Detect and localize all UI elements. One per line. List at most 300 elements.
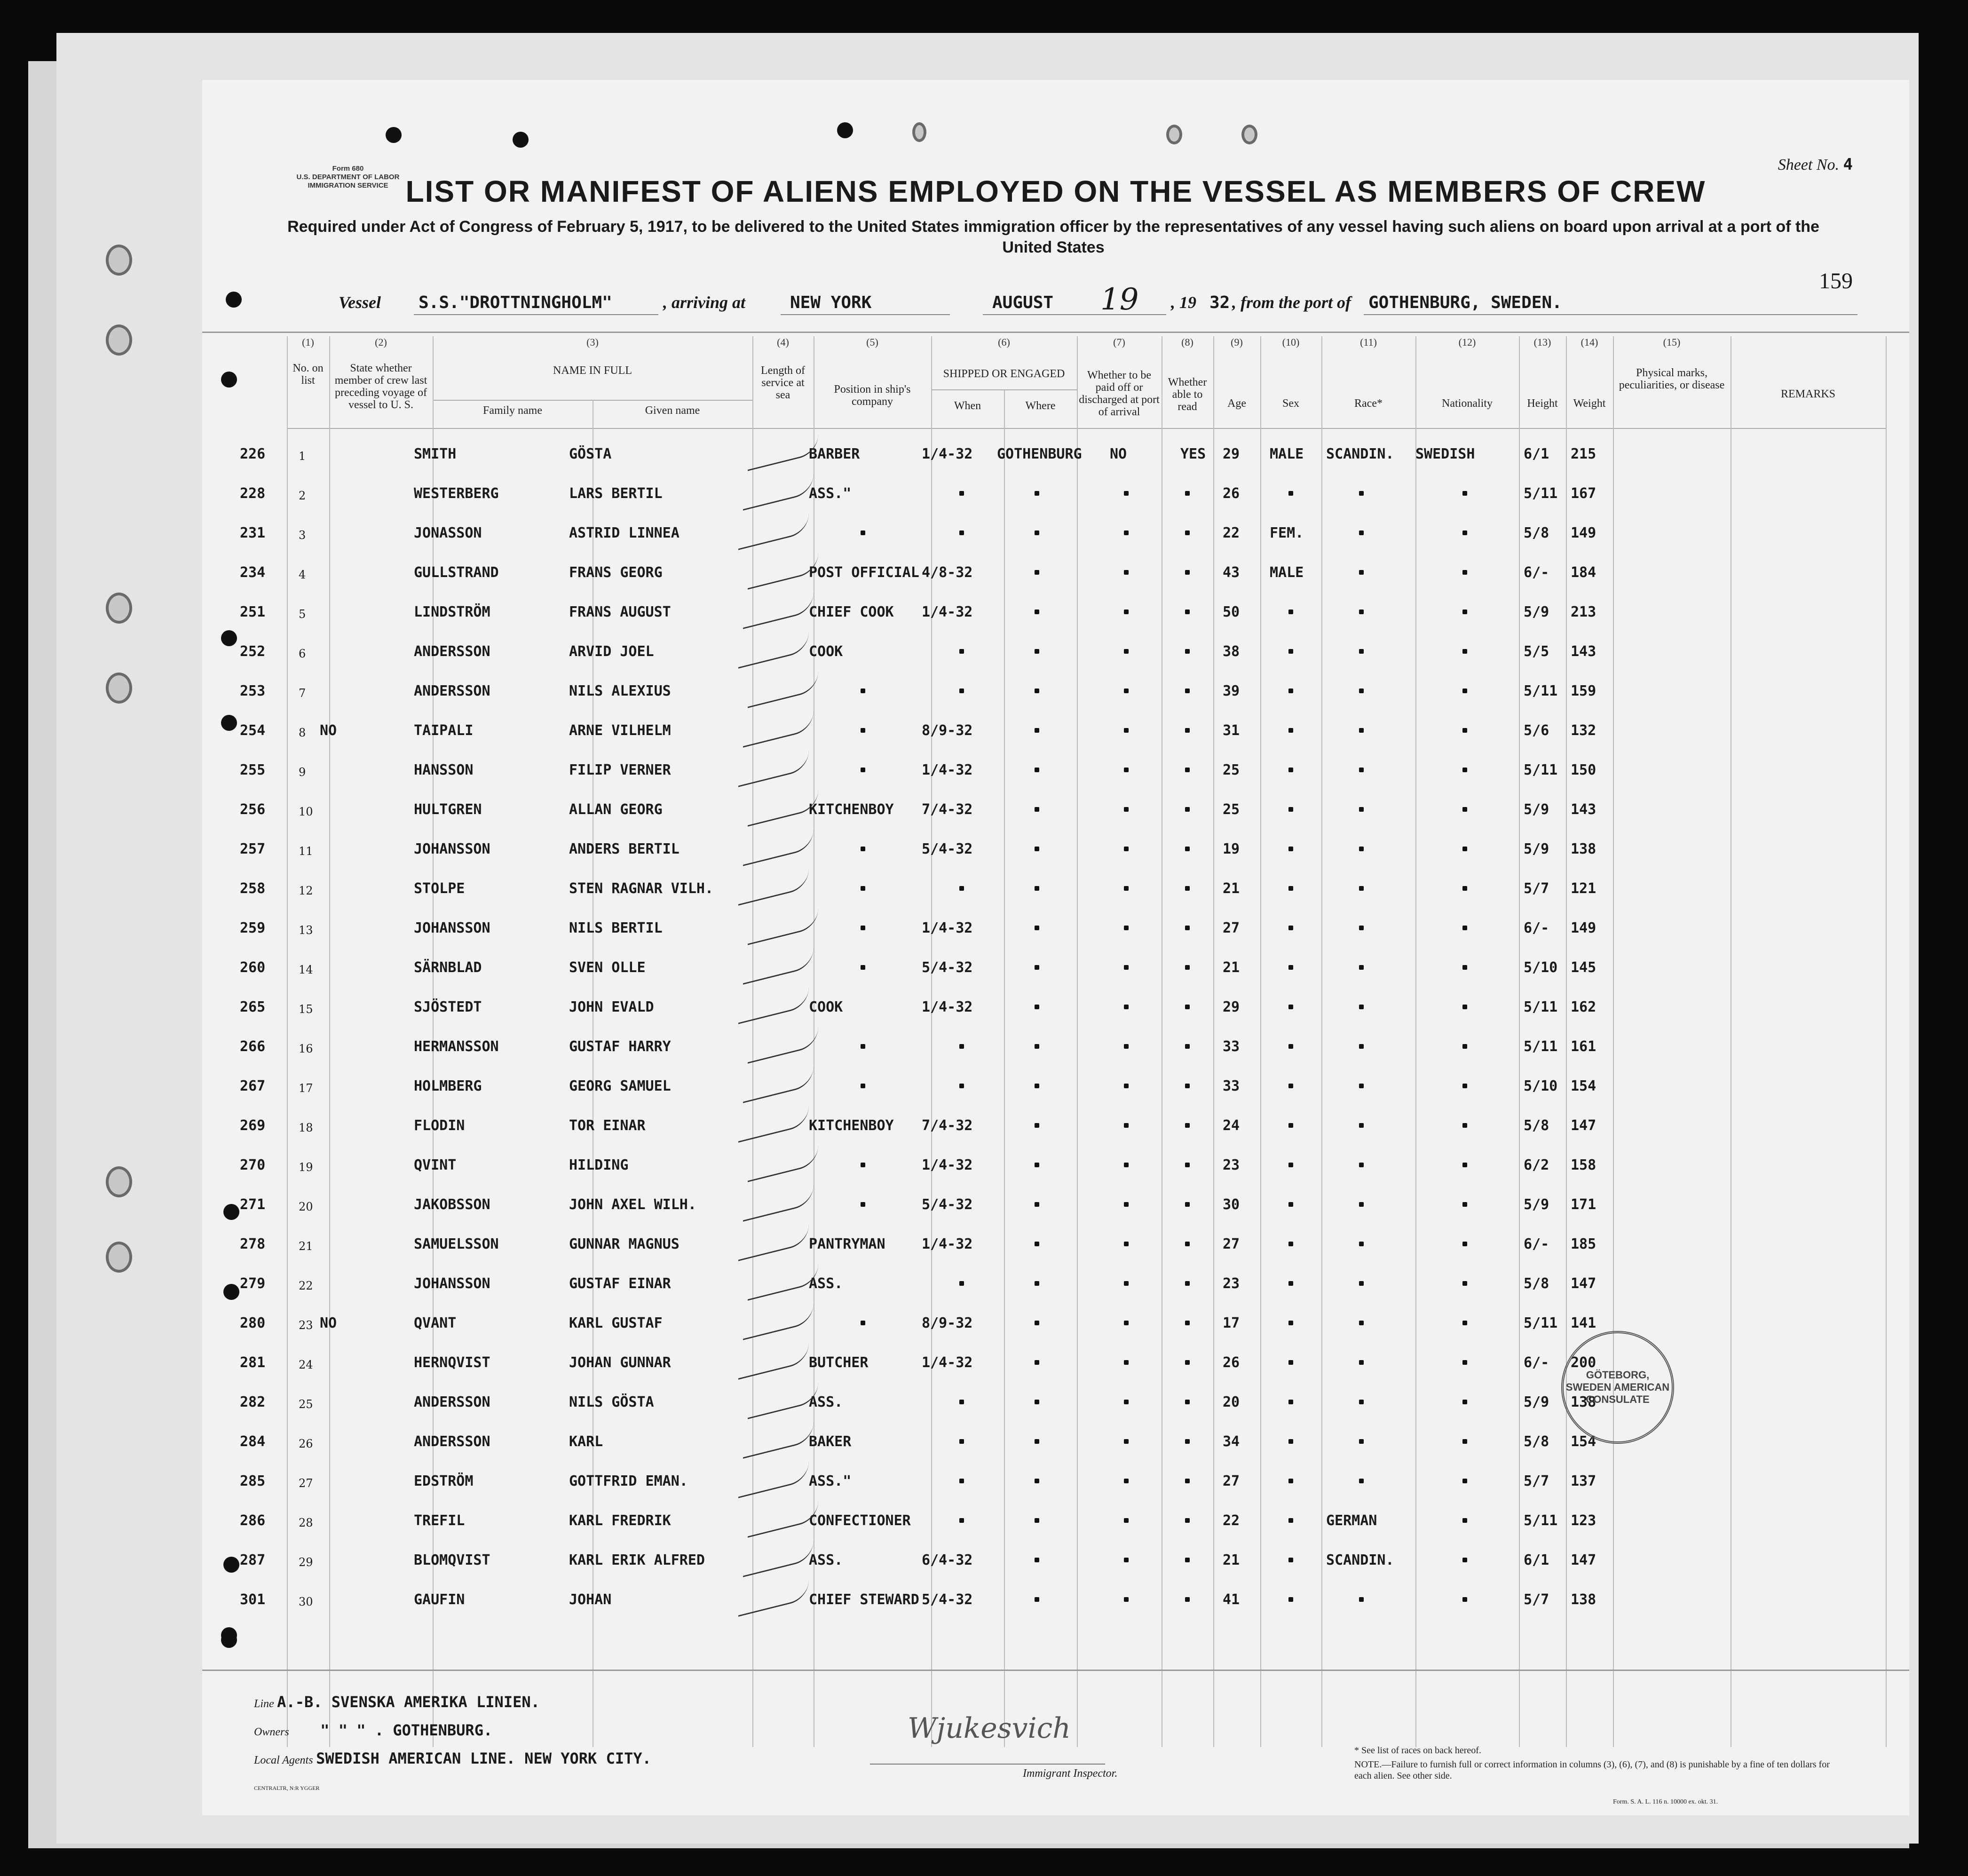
ditto-mark — [861, 965, 865, 970]
service-check-mark — [738, 986, 809, 1024]
crew-weight: 143 — [1571, 801, 1597, 818]
ditto-mark — [1359, 1400, 1364, 1404]
crew-ref-number: 257 — [240, 841, 266, 857]
crew-age: 27 — [1223, 920, 1240, 936]
crew-list-number: 7 — [299, 687, 306, 700]
crew-ref-number: 282 — [240, 1394, 266, 1410]
crew-height: 5/11 — [1524, 1512, 1558, 1529]
crew-weight: 143 — [1571, 643, 1597, 660]
ditto-mark — [1185, 1400, 1190, 1404]
ditto-mark — [1185, 1242, 1190, 1246]
crew-row — [202, 1030, 1909, 1069]
ditto-mark — [1288, 1044, 1293, 1049]
crew-age: 17 — [1223, 1315, 1240, 1331]
ditto-mark — [959, 1044, 964, 1049]
crew-shipped-when: 1/4-32 — [922, 999, 973, 1015]
crew-ref-number: 278 — [240, 1236, 266, 1252]
ditto-mark — [1359, 1281, 1364, 1286]
crew-weight: 171 — [1571, 1196, 1597, 1213]
crew-ref-number: 258 — [240, 880, 266, 897]
crew-given-name: JOHN AXEL WILH. — [569, 1196, 696, 1213]
ditto-mark — [1124, 807, 1129, 812]
ditto-mark — [1035, 886, 1039, 891]
punch-hole — [221, 372, 237, 388]
col-position: Position in ship's company — [834, 383, 911, 408]
ditto-mark — [1462, 689, 1467, 693]
sheet-value: 4 — [1843, 155, 1853, 174]
ditto-mark — [1124, 1044, 1129, 1049]
column-number: (5) — [866, 336, 878, 348]
ditto-mark — [1035, 1518, 1039, 1523]
ditto-mark — [1288, 728, 1293, 733]
ditto-mark — [1359, 768, 1364, 772]
crew-ref-number: 287 — [240, 1552, 266, 1568]
crew-ref-number: 256 — [240, 801, 266, 818]
crew-ref-number: 265 — [240, 999, 266, 1015]
binder-hole — [106, 245, 132, 276]
ditto-mark — [861, 886, 865, 891]
crew-list-number: 30 — [299, 1595, 313, 1608]
crew-shipped-when: 5/4-32 — [922, 1196, 973, 1213]
crew-shipped-when: 1/4-32 — [922, 446, 973, 462]
crew-age: 29 — [1223, 446, 1240, 462]
ditto-mark — [1185, 965, 1190, 970]
ditto-mark — [1288, 926, 1293, 930]
crew-weight: 167 — [1571, 485, 1597, 502]
ditto-mark — [1185, 926, 1190, 930]
crew-family-name: FLODIN — [414, 1117, 465, 1134]
crew-list-number: 11 — [299, 845, 313, 858]
crew-row — [202, 1504, 1909, 1544]
ditto-mark — [1288, 965, 1293, 970]
crew-given-name: SVEN OLLE — [569, 959, 646, 976]
ditto-mark — [1288, 807, 1293, 812]
crew-age: 26 — [1223, 485, 1240, 502]
col-given-name: Given name — [645, 404, 700, 417]
column-number: (11) — [1360, 336, 1377, 348]
crew-shipped-when: 8/9-32 — [922, 722, 973, 739]
col-sex: Sex — [1282, 397, 1299, 410]
col-length-of-service: Length of service at sea — [761, 364, 805, 401]
crew-position: BUTCHER — [809, 1354, 869, 1371]
ditto-mark — [1359, 1044, 1364, 1049]
crew-age: 21 — [1223, 1552, 1240, 1568]
crew-row — [202, 1267, 1909, 1306]
service-check-mark — [743, 473, 814, 510]
service-check-mark — [738, 1579, 809, 1616]
ditto-mark — [1359, 1439, 1364, 1444]
ditto-mark — [1359, 965, 1364, 970]
crew-ref-number: 260 — [240, 959, 266, 976]
crew-height: 5/11 — [1524, 999, 1558, 1015]
crew-age: 33 — [1223, 1038, 1240, 1055]
crew-height: 5/11 — [1524, 1315, 1558, 1331]
crew-age: 30 — [1223, 1196, 1240, 1213]
crew-position: ASS. — [809, 1275, 843, 1292]
crew-given-name: GEORG SAMUEL — [569, 1078, 671, 1094]
line-value: A.-B. SVENSKA AMERIKA LINIEN. — [277, 1693, 540, 1711]
crew-position: ASS. — [809, 1552, 843, 1568]
crew-given-name: GUSTAF EINAR — [569, 1275, 671, 1292]
ditto-mark — [1124, 1439, 1129, 1444]
ditto-mark — [1035, 649, 1039, 654]
binder-hole — [106, 593, 132, 624]
ditto-mark — [1359, 1321, 1364, 1325]
crew-shipped-when: 5/4-32 — [922, 959, 973, 976]
crew-age: 22 — [1223, 525, 1240, 541]
ditto-mark — [1185, 610, 1190, 614]
ditto-mark — [1035, 1044, 1039, 1049]
crew-row — [202, 674, 1909, 714]
crew-list-number: 27 — [299, 1477, 313, 1490]
crew-given-name: GUSTAF HARRY — [569, 1038, 671, 1055]
binder-hole — [106, 1242, 132, 1273]
ditto-mark — [1359, 1597, 1364, 1602]
ditto-mark — [1035, 1479, 1039, 1483]
crew-age: 39 — [1223, 683, 1240, 699]
ditto-mark — [1288, 1281, 1293, 1286]
crew-list-number: 13 — [299, 924, 313, 937]
line-field — [254, 1693, 540, 1711]
crew-row — [202, 1109, 1909, 1148]
crew-age: 38 — [1223, 643, 1240, 660]
form-number: Form 680 — [332, 165, 364, 173]
crew-age: 20 — [1223, 1394, 1240, 1410]
ditto-mark — [1035, 926, 1039, 930]
crew-family-name: HERMANSSON — [414, 1038, 499, 1055]
crew-height: 5/8 — [1524, 1433, 1549, 1450]
ditto-mark — [1124, 1400, 1129, 1404]
ditto-mark — [1035, 570, 1039, 575]
crew-ref-number: 254 — [240, 722, 266, 739]
ditto-mark — [1288, 886, 1293, 891]
crew-list-number: 2 — [299, 489, 306, 502]
ditto-mark — [1035, 1360, 1039, 1365]
column-number: (15) — [1663, 336, 1681, 348]
ditto-mark — [959, 1281, 964, 1286]
column-number: (13) — [1533, 336, 1551, 348]
crew-weight: 185 — [1571, 1236, 1597, 1252]
col-height: Height — [1527, 397, 1558, 410]
ditto-mark — [1185, 1597, 1190, 1602]
service-check-mark — [743, 710, 814, 747]
crew-age: 21 — [1223, 880, 1240, 897]
crew-row — [202, 990, 1909, 1030]
ditto-mark — [959, 1479, 964, 1483]
ditto-mark — [1462, 1479, 1467, 1483]
crew-weight: 184 — [1571, 564, 1597, 581]
col-name-in-full: NAME IN FULL — [553, 364, 632, 377]
ditto-mark — [1185, 768, 1190, 772]
crew-list-number: 3 — [299, 529, 306, 542]
ditto-mark — [1288, 1360, 1293, 1365]
crew-position: CONFECTIONER — [809, 1512, 911, 1529]
crew-ref-number: 252 — [240, 643, 266, 660]
ditto-mark — [1035, 1597, 1039, 1602]
crew-height: 5/9 — [1524, 1196, 1549, 1213]
inspector-label: Immigrant Inspector. — [1023, 1767, 1118, 1780]
crew-race: SCANDIN. — [1326, 1552, 1394, 1568]
crew-height: 5/10 — [1524, 959, 1558, 976]
crew-shipped-when: 7/4-32 — [922, 801, 973, 818]
crew-family-name: HOLMBERG — [414, 1078, 482, 1094]
crew-ref-number: 284 — [240, 1433, 266, 1450]
crew-list-number: 9 — [299, 766, 306, 779]
ditto-mark — [1359, 1360, 1364, 1365]
service-check-mark — [743, 591, 814, 629]
ditto-mark — [1124, 1163, 1129, 1167]
ditto-mark — [861, 847, 865, 851]
crew-weight: 137 — [1571, 1473, 1597, 1489]
ditto-mark — [1462, 1084, 1467, 1088]
ditto-mark — [1124, 1518, 1129, 1523]
ditto-mark — [1124, 768, 1129, 772]
ditto-mark — [1288, 1400, 1293, 1404]
ditto-mark — [1035, 807, 1039, 812]
ditto-mark — [1124, 1360, 1129, 1365]
ditto-mark — [1462, 1400, 1467, 1404]
ditto-mark — [1124, 1005, 1129, 1009]
ditto-mark — [1185, 1439, 1190, 1444]
ditto-mark — [861, 1202, 865, 1207]
ditto-mark — [1462, 1123, 1467, 1128]
crew-list-number: 29 — [299, 1556, 313, 1569]
ditto-mark — [1462, 926, 1467, 930]
crew-shipped-when: 1/4-32 — [922, 920, 973, 936]
crew-age: 26 — [1223, 1354, 1240, 1371]
fill-line — [983, 314, 1166, 315]
ditto-mark — [1288, 610, 1293, 614]
crew-weight: 138 — [1571, 1394, 1597, 1410]
crew-list-number: 28 — [299, 1516, 313, 1529]
ditto-mark — [1124, 1281, 1129, 1286]
ditto-mark — [1124, 1479, 1129, 1483]
crew-ref-number: 286 — [240, 1512, 266, 1529]
ditto-mark — [1035, 965, 1039, 970]
crew-list-number: 19 — [299, 1161, 313, 1174]
crew-list-number: 12 — [299, 884, 313, 897]
ditto-mark — [1124, 689, 1129, 693]
crew-age: 50 — [1223, 604, 1240, 620]
column-number: (3) — [586, 336, 599, 348]
page-number: 159 — [1819, 269, 1853, 293]
arrival-year: 32 — [1209, 293, 1230, 312]
line-label: Line — [254, 1698, 274, 1710]
column-number: (6) — [998, 336, 1010, 348]
ditto-mark — [1185, 1005, 1190, 1009]
arrival-day: 19 — [1100, 282, 1139, 317]
ditto-mark — [1359, 728, 1364, 733]
ditto-mark — [1185, 1084, 1190, 1088]
page-subtitle: Required under Act of Congress of February 5, 1917, to be delivered to the United States immigration officer by the representatives of any vessel having such aliens on board upon arrival at a port of the United States — [287, 218, 1819, 256]
crew-given-name: KARL — [569, 1433, 603, 1450]
crew-given-name: KARL ERIK ALFRED — [569, 1552, 705, 1568]
crew-list-number: 18 — [299, 1121, 313, 1134]
crew-given-name: GOTTFRID EMAN. — [569, 1473, 688, 1489]
ditto-mark — [1359, 649, 1364, 654]
ditto-mark — [1462, 1202, 1467, 1207]
crew-row — [202, 477, 1909, 516]
voyage-details — [310, 282, 1862, 317]
crew-list-number: 5 — [299, 608, 306, 621]
service-check-mark — [748, 1263, 818, 1300]
crew-family-name: ANDERSSON — [414, 683, 490, 699]
crew-given-name: NILS ALEXIUS — [569, 683, 671, 699]
crew-position: COOK — [809, 643, 843, 660]
crew-height: 5/9 — [1524, 841, 1549, 857]
crew-position: CHIEF STEWARD — [809, 1591, 919, 1608]
ditto-mark — [1359, 689, 1364, 693]
col-state-whether: State whether member of crew last preceding voyage of vessel to U. S. — [334, 362, 427, 411]
crew-weight: 215 — [1571, 446, 1597, 462]
ditto-mark — [959, 1518, 964, 1523]
ditto-mark — [1359, 491, 1364, 496]
service-check-mark — [743, 1421, 814, 1458]
crew-row — [202, 793, 1909, 832]
crew-list-number: 14 — [299, 963, 313, 976]
crew-row — [202, 1148, 1909, 1188]
ditto-mark — [1035, 1005, 1039, 1009]
crew-family-name: ANDERSSON — [414, 643, 490, 660]
crew-height: 6/- — [1524, 1236, 1549, 1252]
printer-mark: CENTRALTR, N:R YGGER — [254, 1785, 320, 1791]
ditto-mark — [1035, 1163, 1039, 1167]
ditto-mark — [1462, 1439, 1467, 1444]
col-when: When — [954, 400, 981, 412]
crew-family-name: JAKOBSSON — [414, 1196, 490, 1213]
ditto-mark — [1035, 1202, 1039, 1207]
service-check-mark — [738, 512, 809, 550]
crew-row — [202, 714, 1909, 753]
crew-sex: MALE — [1270, 564, 1304, 581]
crew-list-number: 10 — [299, 805, 313, 818]
crew-row — [202, 1227, 1909, 1267]
crew-family-name: JONASSON — [414, 525, 482, 541]
service-check-mark — [738, 868, 809, 905]
punch-hole — [221, 1632, 237, 1648]
crew-given-name: FRANS AUGUST — [569, 604, 671, 620]
service-check-mark — [748, 670, 818, 708]
ditto-mark — [1035, 530, 1039, 535]
ditto-mark — [1359, 1123, 1364, 1128]
crew-age: 43 — [1223, 564, 1240, 581]
crew-position: COOK — [809, 999, 843, 1015]
crew-ref-number: 234 — [240, 564, 266, 581]
ditto-mark — [1288, 1479, 1293, 1483]
ditto-mark — [1288, 1242, 1293, 1246]
crew-list-number: 8 — [299, 726, 306, 739]
punch-hole — [1241, 125, 1257, 144]
crew-weight: 149 — [1571, 525, 1597, 541]
crew-height: 6/- — [1524, 564, 1549, 581]
ditto-mark — [959, 886, 964, 891]
crew-given-name: GUNNAR MAGNUS — [569, 1236, 680, 1252]
ditto-mark — [1288, 847, 1293, 851]
crew-ref-number: 251 — [240, 604, 266, 620]
year-prefix: , 19 — [1171, 293, 1196, 312]
ditto-mark — [959, 689, 964, 693]
agents-field — [254, 1749, 651, 1767]
crew-ref-number: 280 — [240, 1315, 266, 1331]
crew-family-name: SMITH — [414, 446, 457, 462]
service-check-mark — [738, 749, 809, 787]
ditto-mark — [861, 689, 865, 693]
ditto-mark — [1035, 1242, 1039, 1246]
crew-weight: 149 — [1571, 920, 1597, 936]
col-able-to-read: Whether able to read — [1168, 376, 1207, 413]
penalty-note: NOTE.—Failure to furnish full or correct information in columns (3), (6), (7), and (8) is punishable by a fine of ten dollars for each alien. See other side. — [1354, 1759, 1830, 1781]
crew-weight: 132 — [1571, 722, 1597, 739]
sheet-number — [1778, 155, 1853, 174]
ditto-mark — [959, 649, 964, 654]
column-number: (1) — [302, 336, 314, 348]
ditto-mark — [1462, 1360, 1467, 1365]
ditto-mark — [1359, 1202, 1364, 1207]
ditto-mark — [1035, 491, 1039, 496]
departure-port: GOTHENBURG, SWEDEN. — [1368, 293, 1562, 312]
ditto-mark — [1124, 926, 1129, 930]
crew-family-name: EDSTRÖM — [414, 1473, 474, 1489]
crew-weight: 147 — [1571, 1552, 1597, 1568]
crew-height: 6/1 — [1524, 1552, 1549, 1568]
ditto-mark — [1185, 1163, 1190, 1167]
ditto-mark — [1359, 847, 1364, 851]
service-check-mark — [743, 1539, 814, 1577]
owners-field — [254, 1721, 492, 1739]
crew-race: GERMAN — [1326, 1512, 1377, 1529]
ditto-mark — [1462, 1281, 1467, 1286]
ditto-mark — [1288, 649, 1293, 654]
crew-age: 27 — [1223, 1236, 1240, 1252]
punch-hole — [386, 127, 402, 143]
ditto-mark — [1462, 1558, 1467, 1562]
agents-value: SWEDISH AMERICAN LINE. NEW YORK CITY. — [316, 1749, 651, 1767]
crew-height: 5/9 — [1524, 1394, 1549, 1410]
ditto-mark — [959, 530, 964, 535]
crew-family-name: GAUFIN — [414, 1591, 465, 1608]
crew-family-name: SAMUELSSON — [414, 1236, 499, 1252]
binder-hole — [106, 325, 132, 356]
crew-family-name: TREFIL — [414, 1512, 465, 1529]
crew-ref-number: 266 — [240, 1038, 266, 1055]
fill-line — [781, 314, 950, 315]
ditto-mark — [1124, 491, 1129, 496]
crew-family-name: BLOMQVIST — [414, 1552, 490, 1568]
from-label: , from the port of — [1232, 293, 1352, 312]
crew-row — [202, 872, 1909, 911]
ditto-mark — [1185, 847, 1190, 851]
ditto-mark — [1462, 530, 1467, 535]
ditto-mark — [1462, 965, 1467, 970]
service-check-mark — [743, 1065, 814, 1103]
column-number: (12) — [1458, 336, 1476, 348]
ditto-mark — [959, 1084, 964, 1088]
crew-position: POST OFFICIAL — [809, 564, 919, 581]
ditto-mark — [1185, 1518, 1190, 1523]
ditto-mark — [1462, 768, 1467, 772]
crew-position: ASS." — [809, 485, 852, 502]
col-paid-off: Whether to be paid off or discharged at port of arrival — [1079, 369, 1160, 418]
service-check-mark — [748, 789, 818, 826]
owners-label: Owners — [254, 1726, 289, 1738]
crew-family-name: QVINT — [414, 1157, 457, 1173]
ditto-mark — [1035, 728, 1039, 733]
ditto-mark — [1124, 965, 1129, 970]
service-check-mark — [738, 1460, 809, 1498]
crew-height: 5/11 — [1524, 1038, 1558, 1055]
ditto-mark — [1035, 689, 1039, 693]
crew-list-number: 24 — [299, 1358, 313, 1371]
